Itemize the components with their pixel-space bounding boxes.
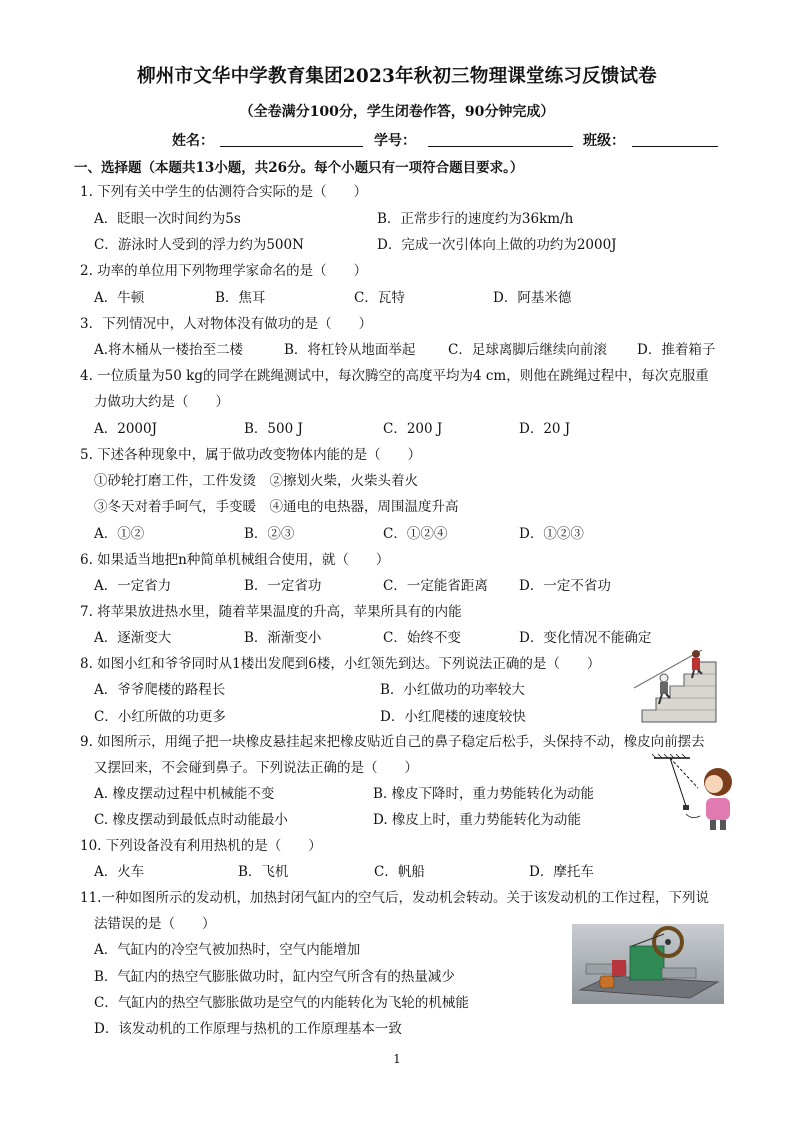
option-c: C．一定能省距离 <box>383 578 488 594</box>
question-stem: 3．下列情况中，人对物体没有做功的是（ ） <box>80 316 373 332</box>
option-b: B．气缸内的热空气膨胀做功时，缸内空气所含有的热量减少 <box>94 969 455 985</box>
option-c: C．①②④ <box>383 526 448 542</box>
option-a: A．牛顿 <box>94 290 145 306</box>
option-c: C．200 J <box>383 421 443 437</box>
option-a: A．一定省力 <box>94 578 172 594</box>
question-stem: 4. 一位质量为50 kg的同学在跳绳测试中，每次腾空的高度平均为4 cm，则他在跳绳过程中，每次克服重 <box>80 368 709 384</box>
option-b: B．小红做功的功率较大 <box>380 682 525 698</box>
engine-figure <box>572 924 724 1004</box>
option-c: C．气缸内的热空气膨胀做功是空气的内能转化为飞轮的机械能 <box>94 995 469 1011</box>
student-id-label: 学号： <box>374 133 416 149</box>
question-stem-cont: 法错误的是（ ） <box>94 916 216 932</box>
page-number: 1 <box>393 1052 401 1066</box>
option-a: A．眨眼一次时间约为5s <box>94 211 241 227</box>
option-b: B. 橡皮下降时，重力势能转化为动能 <box>373 786 595 802</box>
question-stem: 5. 下述各种现象中，属于做功改变物体内能的是（ ） <box>80 447 422 463</box>
option-d: D．一定不省功 <box>519 578 611 594</box>
option-b: B．焦耳 <box>215 290 266 306</box>
question-stem: 6. 如果适当地把n种简单机械组合使用，就（ ） <box>80 552 390 568</box>
option-d: D．①②③ <box>519 526 584 542</box>
option-c: C．足球离脚后继续向前滚 <box>448 342 607 358</box>
option-b: B．渐渐变小 <box>244 630 322 646</box>
option-d: D．阿基米德 <box>493 290 572 306</box>
option-d: D．变化情况不能确定 <box>519 630 652 646</box>
option-d: D．摩托车 <box>529 864 594 880</box>
pendulum-figure <box>650 752 740 834</box>
statement-line: ③冬天对着手呵气，手变暖 ④通电的电热器，周围温度升高 <box>94 499 459 515</box>
statement-line: ①砂轮打磨工件，工件发烫 ②擦划火柴，火柴头着火 <box>94 473 418 489</box>
option-c: C. 橡皮摆动到最低点时动能最小 <box>94 812 288 828</box>
option-b: B．500 J <box>244 421 303 437</box>
option-d: D．小红爬楼的速度较快 <box>380 709 526 725</box>
option-c: C．小红所做的功更多 <box>94 709 226 725</box>
class-label: 班级： <box>583 133 625 149</box>
section-heading: 一、选择题（本题共13小题，共26分。每个小题只有一项符合题目要求。） <box>74 160 524 176</box>
option-c: C．瓦特 <box>354 290 405 306</box>
option-a: A．火车 <box>94 864 145 880</box>
option-b: B．正常步行的速度约为36km/h <box>377 211 574 227</box>
option-c: C．游泳时人受到的浮力约为500N <box>94 237 304 253</box>
option-a: A．2000J <box>94 421 158 437</box>
name-label: 姓名： <box>172 133 214 149</box>
question-stem: 10. 下列设备没有利用热机的是（ ） <box>80 838 322 854</box>
option-a: A.将木桶从一楼抬至二楼 <box>94 342 244 358</box>
option-a: A. 橡皮摆动过程中机械能不变 <box>94 786 275 802</box>
option-a: A．气缸内的冷空气被加热时，空气内能增加 <box>94 942 361 958</box>
option-b: B．飞机 <box>238 864 289 880</box>
option-b: B．将杠铃从地面举起 <box>284 342 416 358</box>
option-c: C．始终不变 <box>383 630 461 646</box>
option-d: D. 橡皮上时，重力势能转化为动能 <box>373 812 581 828</box>
exam-subtitle: （全卷满分100分，学生闭卷作答，90分钟完成） <box>239 104 555 120</box>
option-d: D．推着箱子 <box>637 342 716 358</box>
option-a: A．逐渐变大 <box>94 630 172 646</box>
question-stem: 7. 将苹果放进热水里，随着苹果温度的升高，苹果所具有的内能 <box>80 604 462 620</box>
class-blank[interactable] <box>632 146 718 147</box>
page-title: 柳州市文华中学教育集团2023年秋初三物理课堂练习反馈试卷 <box>137 66 657 87</box>
option-b: B．②③ <box>244 526 295 542</box>
option-a: A．①② <box>94 526 145 542</box>
option-c: C．帆船 <box>374 864 425 880</box>
question-stem: 2. 功率的单位用下列物理学家命名的是（ ） <box>80 263 368 279</box>
option-d: D．20 J <box>519 421 571 437</box>
question-stem-cont: 力做功大约是（ ） <box>94 394 229 410</box>
stair-climbing-figure <box>632 648 724 726</box>
question-stem: 9. 如图所示，用绳子把一块橡皮悬挂起来把橡皮贴近自己的鼻子稳定后松手，头保持不动，橡皮向前摆去 <box>80 734 705 750</box>
name-blank[interactable] <box>220 146 363 147</box>
question-stem: 11.一种如图所示的发动机，加热封闭气缸内的空气后，发动机会转动。关于该发动机的工作过程，下列说 <box>80 890 709 906</box>
option-b: B．一定省功 <box>244 578 322 594</box>
student-id-blank[interactable] <box>428 146 573 147</box>
question-stem-cont: 又摆回来，不会碰到鼻子。下列说法正确的是（ ） <box>94 760 418 776</box>
option-d: D．完成一次引体向上做的功约为2000J <box>377 237 617 253</box>
question-stem: 1. 下列有关中学生的估测符合实际的是（ ） <box>80 184 368 200</box>
option-a: A．爷爷爬楼的路程长 <box>94 682 226 698</box>
option-d: D．该发动机的工作原理与热机的工作原理基本一致 <box>94 1021 402 1037</box>
question-stem: 8. 如图小红和爷爷同时从1楼出发爬到6楼，小红领先到达。下列说法正确的是（ ） <box>80 656 601 672</box>
